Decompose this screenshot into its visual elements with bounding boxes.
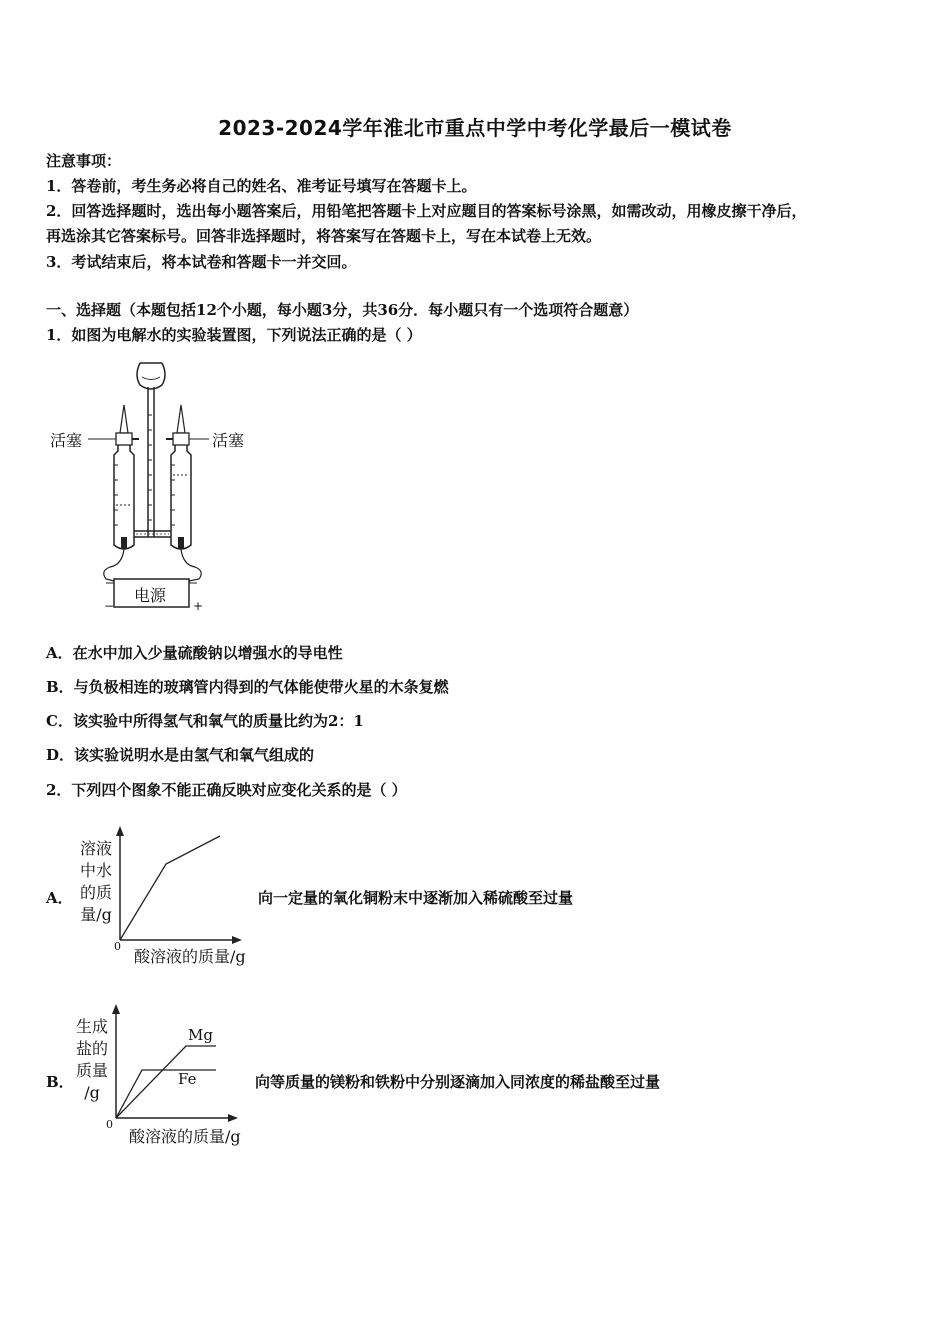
- notice-item-3: 3．考试结束后，将本试卷和答题卡一并交回。: [46, 253, 357, 271]
- q1-option-d: D．该实验说明水是由氢气和氧气组成的: [46, 746, 315, 764]
- graph-b-ylabel-1: 生成: [76, 1017, 109, 1036]
- graph-b-ylabel-2: 盐的: [76, 1039, 109, 1058]
- page-title: 2023-2024学年淮北市重点中学中考化学最后一模试卷: [218, 116, 732, 140]
- graph-b-origin: 0: [106, 1118, 113, 1131]
- graph-a-description: 向一定量的氧化铜粉末中逐渐加入稀硫酸至过量: [258, 889, 574, 907]
- q2-option-a-label: A．: [46, 889, 73, 907]
- graph-a-ylabel-1: 溶液: [80, 839, 113, 858]
- stopcock-left-label: 活塞: [50, 431, 83, 450]
- q1-option-b: B．与负极相连的玻璃管内得到的气体能使带火星的木条复燃: [46, 678, 449, 696]
- graph-b: [72, 1000, 252, 1150]
- graph-b-series-fe: Fe: [178, 1070, 197, 1088]
- graph-a: [76, 822, 256, 972]
- q1-option-a: A．在水中加入少量硫酸钠以增强水的导电性: [46, 644, 343, 662]
- graph-b-mg-line: [116, 1046, 216, 1118]
- section-heading: 一、选择题（本题包括12个小题，每小题3分，共36分．每小题只有一个选项符合题意）: [46, 301, 639, 319]
- q2-option-b-label: B．: [46, 1073, 74, 1091]
- graph-a-curve: [120, 836, 220, 940]
- electrolysis-apparatus-figure: [44, 355, 264, 620]
- positive-terminal-label: +: [193, 599, 204, 613]
- q1-stem: 1．如图为电解水的实验装置图，下列说法正确的是（ ）: [46, 326, 422, 344]
- graph-b-ylabel-3: 质量: [76, 1061, 109, 1080]
- notice-item-2-cont: 再选涂其它答案标号。回答非选择题时，将答案写在答题卡上，写在本试卷上无效。: [46, 227, 602, 245]
- graph-b-xlabel: 酸溶液的质量/g: [129, 1127, 241, 1146]
- graph-a-ylabel-2: 中水: [80, 861, 113, 880]
- graph-a-xlabel: 酸溶液的质量/g: [134, 947, 246, 966]
- power-supply-label: 电源: [134, 586, 167, 605]
- graph-a-ylabel-3: 的质: [80, 883, 113, 902]
- q1-option-c: C．该实验中所得氢气和氧气的质量比约为2：1: [46, 712, 364, 730]
- notice-item-1: 1．答卷前，考生务必将自己的姓名、准考证号填写在答题卡上。: [46, 177, 477, 195]
- graph-a-origin: 0: [114, 940, 121, 953]
- q2-stem: 2．下列四个图象不能正确反映对应变化关系的是（ ）: [46, 781, 407, 799]
- notice-heading: 注意事项：: [46, 152, 122, 170]
- notice-item-2: 2．回答选择题时，选出每小题答案后，用铅笔把答题卡上对应题目的答案标号涂黑，如需改动，用橡皮擦干净后，: [46, 202, 807, 220]
- negative-terminal-label: −: [104, 599, 115, 613]
- graph-b-description: 向等质量的镁粉和铁粉中分别逐滴加入同浓度的稀盐酸至过量: [255, 1073, 661, 1091]
- graph-a-ylabel-4: 量/g: [80, 905, 112, 924]
- graph-b-series-mg: Mg: [188, 1026, 213, 1044]
- stopcock-right-label: 活塞: [212, 431, 245, 450]
- graph-b-ylabel-4: /g: [84, 1083, 100, 1102]
- graph-b-fe-line: [116, 1070, 216, 1118]
